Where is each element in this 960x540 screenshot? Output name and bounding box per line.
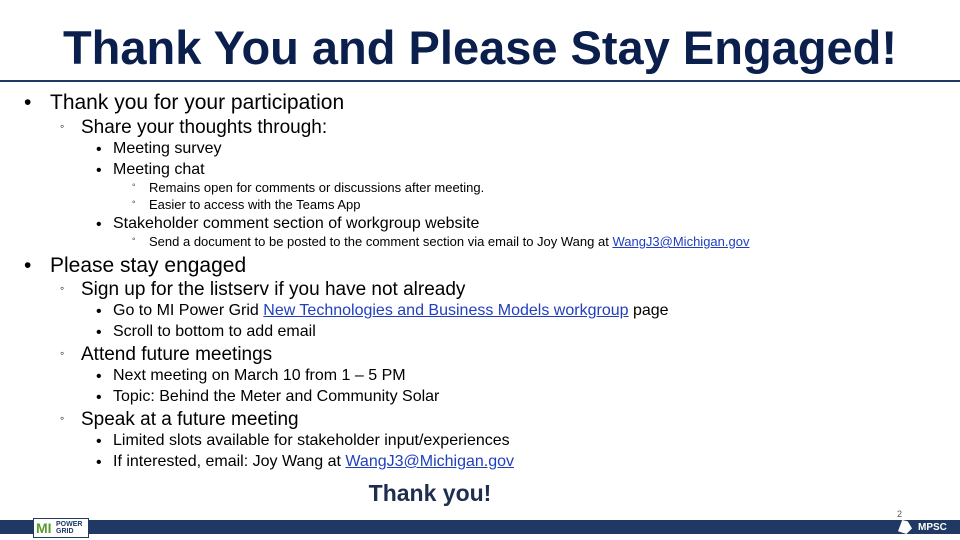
logo-power-text: POWER [56, 521, 83, 528]
bullet-stay-engaged: Please stay engaged [50, 254, 247, 277]
slide-title: Thank You and Please Stay Engaged! [62, 21, 898, 74]
bullet-speak: Speak at a future meeting [81, 409, 299, 430]
page-number: 2 [897, 509, 903, 519]
bullet-circle-icon: ◦ [60, 346, 65, 360]
thank-you-text: Thank you! [368, 480, 492, 506]
bullet-dot-icon: • [96, 324, 102, 341]
bullet-scroll: Scroll to bottom to add email [113, 323, 316, 340]
bullet-dot-icon: • [96, 216, 102, 233]
bullet-dot-icon: • [96, 368, 102, 385]
bullet-circle-icon: ◦ [132, 234, 136, 245]
michigan-shape-icon [898, 520, 912, 534]
bullet-chat-open: Remains open for comments or discussions after meeting. [149, 180, 485, 195]
bullet-circle-icon: ◦ [60, 281, 65, 295]
bullet-dot-icon: • [96, 433, 102, 450]
mi-power-grid-logo [33, 518, 89, 538]
interested-text: If interested, email: Joy Wang at [113, 453, 346, 470]
bullet-send-doc [149, 234, 749, 249]
send-doc-email-link[interactable]: WangJ3@Michigan.gov [612, 234, 750, 249]
bullet-chat-teams: Easier to access with the Teams App [149, 197, 361, 212]
bullet-dot-icon: • [96, 389, 102, 406]
bullet-participation: Thank you for your participation [50, 91, 345, 114]
bullet-dot-icon: • [96, 141, 102, 158]
bullet-circle-icon: ◦ [132, 180, 136, 191]
mpsc-logo [896, 518, 960, 538]
bullet-next-meeting: Next meeting on March 10 from 1 – 5 PM [113, 367, 406, 384]
bullet-survey: Meeting survey [113, 140, 222, 157]
bullet-limited: Limited slots available for stakeholder input/experiences [113, 432, 510, 449]
send-doc-text: Send a document to be posted to the comment section via email to Joy Wang at [149, 234, 613, 249]
bullet-circle-icon: ◦ [60, 119, 65, 133]
bullet-listserv: Sign up for the listserv if you have not already [81, 279, 466, 300]
bullet-interested [113, 453, 514, 471]
footer-bar [0, 520, 960, 534]
workgroup-link[interactable]: New Technologies and Business Models workgroup [263, 302, 629, 319]
bullet-dot-icon: • [24, 91, 32, 114]
bullet-attend: Attend future meetings [81, 344, 273, 365]
bullet-topic: Topic: Behind the Meter and Community Solar [113, 388, 440, 405]
goto-suffix: page [628, 302, 669, 319]
bullet-dot-icon: • [96, 162, 102, 179]
interested-email-link[interactable]: WangJ3@Michigan.gov [345, 453, 515, 470]
mpsc-logo-text: MPSC [918, 522, 947, 533]
bullet-stakeholder-section: Stakeholder comment section of workgroup website [113, 215, 480, 232]
bullet-dot-icon: • [96, 454, 102, 471]
bullet-dot-icon: • [96, 303, 102, 320]
bullet-share: Share your thoughts through: [81, 117, 328, 138]
bullet-chat: Meeting chat [113, 161, 205, 178]
goto-prefix: Go to MI Power Grid [113, 302, 264, 319]
logo-grid-text: GRID [56, 528, 74, 535]
logo-power-grid-text [56, 521, 82, 535]
bullet-circle-icon: ◦ [60, 411, 65, 425]
bullet-circle-icon: ◦ [132, 197, 136, 208]
logo-mi-text: MI [36, 520, 52, 536]
bullet-dot-icon: • [24, 254, 32, 277]
bullet-goto [113, 302, 669, 320]
